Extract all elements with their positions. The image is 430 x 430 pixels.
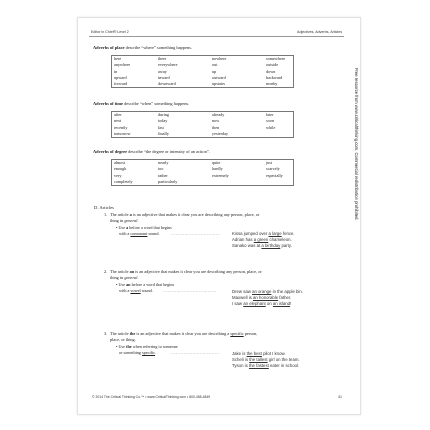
word-cell: downward: [158, 81, 176, 87]
example-text: father.: [278, 295, 292, 300]
item-number: 3.: [104, 331, 108, 336]
word-cell: soon: [266, 118, 274, 124]
example-underline: a birthday: [261, 243, 281, 248]
word-row: [112, 81, 294, 88]
word-cell: scarcely: [266, 166, 280, 172]
word-cell: outward: [212, 74, 226, 80]
example-underline: the fastest: [248, 363, 269, 368]
example-underline: a green: [253, 237, 269, 242]
example-text: pilot I know.: [261, 351, 286, 356]
word-cell: too: [158, 166, 164, 172]
word-cell: yesterday: [212, 130, 229, 136]
word-cell: completely: [114, 178, 133, 184]
example-text: in the apple bin.: [271, 289, 303, 294]
example-text: Sanako was at: [232, 243, 262, 248]
footer-copyright: © 2014 The Critical Thinking Co.™ • www.CriticalThinking.com • 800-458-4849: [92, 395, 211, 399]
rule-text: with a: [119, 288, 131, 293]
word-cell: especially: [266, 172, 283, 178]
article-word: an: [126, 282, 131, 287]
header-topic: Adjectives, Adverbs, Articles: [297, 30, 342, 34]
examples-1: [232, 231, 295, 249]
example-text: party.: [280, 243, 292, 248]
item-text: person,: [243, 331, 258, 336]
word-cell: rather: [158, 172, 168, 178]
time-term: Adverbs of time: [93, 101, 123, 106]
time-title: [93, 101, 189, 106]
rule-text: before a word that begins: [128, 225, 172, 230]
word-cell: in: [114, 68, 118, 74]
word-cell: recently: [114, 124, 128, 130]
word-cell: extremely: [212, 172, 229, 178]
word-cell: nowhere: [212, 56, 227, 61]
rule-emphasis: consonant: [130, 231, 148, 236]
example-text: Maxwell is: [232, 295, 254, 300]
item-text: .: [137, 275, 139, 280]
leader-dots: ……………………………: [170, 350, 220, 355]
degree-title: [93, 149, 210, 154]
example-text: Tyson is: [232, 363, 249, 368]
word-cell: particularly: [158, 178, 178, 184]
word-cell: next: [114, 118, 122, 124]
word-cell: forward: [114, 81, 128, 87]
word-cell: upward: [114, 74, 127, 80]
word-cell: today: [158, 118, 168, 124]
word-cell: nearby: [266, 81, 278, 87]
example-text: on: [265, 301, 273, 306]
article-word: the: [126, 344, 132, 349]
item-text: is an adjective that makes it clear you are describing any person, place, or: [134, 269, 262, 274]
word-cell: almost: [114, 160, 126, 165]
usage-rule-1: [116, 225, 172, 237]
word-cell: upstairs: [212, 81, 226, 87]
degree-table: [111, 159, 294, 186]
word-cell: anywhere: [114, 62, 131, 68]
time-table: [111, 111, 294, 138]
word-cell: there: [158, 56, 167, 61]
example-text: Scheli is: [232, 357, 250, 362]
word-cell: inward: [158, 74, 170, 80]
rule-text: sound.: [140, 288, 153, 293]
example-text: Adrian has: [232, 237, 254, 242]
word-cell: backward: [266, 74, 283, 80]
item-text: is an adjective that makes it clear you are describing any person, place, or: [131, 212, 260, 217]
word-cell: here: [114, 56, 122, 61]
example-text: Kissa jumped over: [232, 231, 269, 236]
word-cell: somewhere: [266, 56, 286, 61]
word-cell: while: [266, 124, 276, 130]
degree-term: Adverbs of degree: [93, 149, 128, 154]
rule-text: when referring to someone: [131, 344, 178, 349]
word-cell: later: [266, 112, 274, 117]
item-emphasis: specific: [230, 331, 244, 336]
header-rule: [89, 36, 344, 37]
example-text: I saw: [232, 301, 244, 306]
rule-text: with a: [119, 231, 131, 236]
word-row: [112, 179, 294, 186]
word-row: [112, 160, 294, 167]
rule-emphasis: specific: [142, 350, 156, 355]
item-text: The article: [110, 331, 130, 336]
side-note-text: Free resource from www.criticalthinking.com. Commercial redistribution prohibited.: [354, 68, 359, 221]
example-text: girl on the team.: [267, 357, 300, 362]
usage-rule-3: [116, 344, 178, 356]
example-text: fence.: [281, 231, 295, 236]
place-title: [93, 45, 192, 50]
header-book-title: Editor in Chief® Level 2: [91, 30, 129, 34]
page-number: 41: [338, 395, 342, 399]
article-item-2: [104, 269, 348, 281]
item-number: 2.: [104, 269, 108, 274]
example-underline: the tallest: [249, 357, 268, 362]
rule-text: or something: [119, 350, 143, 355]
word-cell: now: [212, 118, 220, 124]
item-text: place, or thing.: [110, 337, 136, 342]
article-word: an: [129, 269, 135, 274]
word-cell: [210, 179, 264, 186]
rule-text: before a word that begins: [130, 282, 175, 287]
word-cell: very: [114, 172, 122, 178]
example-underline: a large: [268, 231, 282, 236]
word-cell: after: [114, 112, 122, 117]
side-note: [352, 68, 360, 318]
word-cell: [264, 131, 294, 138]
rule-text: .: [155, 350, 157, 355]
article-word: the: [129, 331, 136, 336]
place-table: [111, 55, 294, 88]
degree-desc: describe “the degree or intensity of an action”.: [127, 149, 210, 154]
word-cell: [264, 179, 294, 186]
example-sentence: [232, 363, 300, 369]
articles-heading: D. Articles: [94, 205, 114, 210]
example-text: Jake is: [232, 351, 247, 356]
word-cell: up: [212, 68, 217, 74]
example-text: chameleon.: [268, 237, 292, 242]
word-cell: last: [158, 124, 164, 130]
article-item-1: [104, 212, 348, 224]
example-sentence: [232, 243, 295, 249]
word-cell: quite: [212, 160, 221, 165]
item-text: is an adjective that makes it clear you are describing a: [135, 331, 231, 336]
word-cell: away: [158, 68, 167, 74]
example-text: Drew saw: [232, 289, 253, 294]
item-number: 1.: [104, 212, 108, 217]
word-cell: enough: [114, 166, 127, 172]
example-underline: the best: [246, 351, 262, 356]
rule-text: • Use: [116, 225, 127, 230]
item-text: thing in: [110, 218, 125, 223]
word-cell: down: [266, 68, 276, 74]
word-cell: then: [212, 124, 220, 130]
word-row: [112, 112, 294, 119]
examples-3: [232, 351, 300, 369]
word-cell: hardly: [212, 166, 223, 172]
article-word: a: [129, 212, 132, 217]
word-cell: finally: [158, 130, 169, 136]
leader-dots: ……………………………: [171, 231, 221, 236]
item-text: The article: [110, 212, 130, 217]
rule-text: • Use: [116, 282, 127, 287]
example-text: !: [290, 301, 292, 306]
word-cell: outside: [266, 62, 279, 68]
word-cell: out: [212, 62, 218, 68]
item-emphasis: general: [124, 218, 138, 223]
item-emphasis: general: [124, 275, 138, 280]
word-cell: tomorrow: [114, 130, 131, 136]
item-text: The article: [110, 269, 130, 274]
example-text: eater in school.: [268, 363, 300, 368]
word-cell: everywhere: [158, 62, 178, 68]
example-underline: an elephant: [243, 301, 266, 306]
example-underline: an honorable: [253, 295, 279, 300]
example-sentence: [232, 301, 303, 307]
item-text: thing in: [110, 275, 125, 280]
time-desc: describe “when” something happens.: [123, 101, 190, 106]
example-underline: an orange: [252, 289, 272, 294]
word-row: [112, 56, 294, 63]
word-cell: nearly: [158, 160, 169, 165]
article-word: a: [126, 225, 129, 230]
word-cell: already: [212, 112, 225, 117]
rule-text: sound.: [147, 231, 160, 236]
rule-text: • Use: [116, 344, 127, 349]
word-cell: just: [266, 160, 273, 165]
place-term: Adverbs of place: [93, 45, 125, 50]
word-row: [112, 131, 294, 138]
examples-2: [232, 289, 303, 307]
leader-dots: ………………………………: [163, 288, 217, 293]
article-item-3: [104, 331, 348, 343]
item-text: .: [137, 218, 139, 223]
word-cell: during: [158, 112, 169, 117]
rule-emphasis: vowel: [130, 288, 141, 293]
place-desc: describe “where” something happens.: [124, 45, 192, 50]
example-underline: an island: [272, 301, 291, 306]
